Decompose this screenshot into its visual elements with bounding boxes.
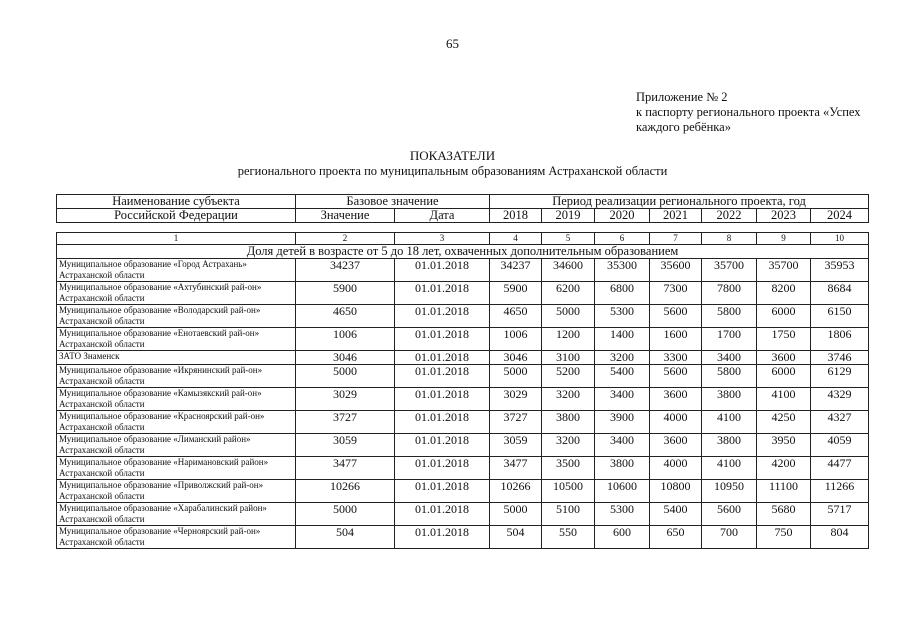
year-value: 3950 — [757, 434, 811, 457]
header-year: 2020 — [595, 209, 650, 223]
header-entity-line-2: Российской Федерации — [57, 209, 296, 223]
table-row — [57, 388, 869, 411]
year-value: 6000 — [757, 305, 811, 328]
year-value: 35700 — [757, 259, 811, 282]
year-value: 35700 — [702, 259, 757, 282]
year-value: 34237 — [490, 259, 542, 282]
column-index: 10 — [811, 233, 869, 245]
base-date: 01.01.2018 — [395, 480, 490, 503]
indicators-table — [56, 232, 869, 549]
year-value: 1600 — [650, 328, 702, 351]
year-value: 3200 — [542, 388, 595, 411]
base-date: 01.01.2018 — [395, 503, 490, 526]
municipality-name: Муниципальное образование «Наримановский район» Астраханской области — [57, 457, 296, 480]
table-row — [57, 503, 869, 526]
year-value: 5300 — [595, 503, 650, 526]
base-value: 504 — [296, 526, 395, 549]
year-value: 8200 — [757, 282, 811, 305]
base-value: 34237 — [296, 259, 395, 282]
year-value: 6200 — [542, 282, 595, 305]
base-date: 01.01.2018 — [395, 388, 490, 411]
table-row — [57, 434, 869, 457]
year-value: 1006 — [490, 328, 542, 351]
column-index: 6 — [595, 233, 650, 245]
header-year: 2022 — [702, 209, 757, 223]
year-value: 5300 — [595, 305, 650, 328]
year-value: 3029 — [490, 388, 542, 411]
base-value: 3477 — [296, 457, 395, 480]
year-value: 35953 — [811, 259, 869, 282]
year-value: 3400 — [595, 434, 650, 457]
year-value: 3800 — [702, 434, 757, 457]
year-value: 3800 — [702, 388, 757, 411]
document-subtitle: регионального проекта по муниципальным образованиям Астраханской области — [237, 164, 668, 178]
header-table — [56, 194, 869, 223]
year-value: 1806 — [811, 328, 869, 351]
year-value: 3600 — [650, 434, 702, 457]
base-date: 01.01.2018 — [395, 259, 490, 282]
column-index: 4 — [490, 233, 542, 245]
year-value: 3800 — [542, 411, 595, 434]
base-value: 1006 — [296, 328, 395, 351]
year-value: 6129 — [811, 365, 869, 388]
year-value: 5800 — [702, 305, 757, 328]
municipality-name: Муниципальное образование «Енотаевский рай-он» Астраханской области — [57, 328, 296, 351]
table-row — [57, 526, 869, 549]
table-row — [57, 480, 869, 503]
year-value: 3800 — [595, 457, 650, 480]
year-value: 4059 — [811, 434, 869, 457]
year-value: 3200 — [542, 434, 595, 457]
column-index: 8 — [702, 233, 757, 245]
header-year: 2018 — [490, 209, 542, 223]
municipality-name: Муниципальное образование «Лиманский район» Астраханской области — [57, 434, 296, 457]
base-date: 01.01.2018 — [395, 457, 490, 480]
year-value: 550 — [542, 526, 595, 549]
municipality-name: Муниципальное образование «Ахтубинский рай-он» Астраханской области — [57, 282, 296, 305]
year-value: 10950 — [702, 480, 757, 503]
year-value: 11100 — [757, 480, 811, 503]
base-date: 01.01.2018 — [395, 526, 490, 549]
year-value: 5680 — [757, 503, 811, 526]
base-value: 3046 — [296, 351, 395, 365]
header-year: 2019 — [542, 209, 595, 223]
appendix-line-2: к паспорту регионального проекта «Успех — [636, 105, 861, 119]
municipality-name: Муниципальное образование «Харабалинский район» Астраханской области — [57, 503, 296, 526]
year-value: 5200 — [542, 365, 595, 388]
year-value: 8684 — [811, 282, 869, 305]
year-value: 3400 — [702, 351, 757, 365]
year-value: 1200 — [542, 328, 595, 351]
year-value: 5600 — [650, 365, 702, 388]
year-value: 5900 — [490, 282, 542, 305]
year-value: 5000 — [542, 305, 595, 328]
year-value: 1700 — [702, 328, 757, 351]
municipality-name: Муниципальное образование «Красноярский рай-он» Астраханской области — [57, 411, 296, 434]
header-entity-line-1: Наименование субъекта — [57, 195, 296, 209]
year-value: 4329 — [811, 388, 869, 411]
year-value: 3500 — [542, 457, 595, 480]
year-value: 804 — [811, 526, 869, 549]
year-value: 10266 — [490, 480, 542, 503]
municipality-name: Муниципальное образование «Город Астрахань» Астраханской области — [57, 259, 296, 282]
municipality-name: ЗАТО Знаменск — [57, 351, 296, 365]
document-title: ПОКАЗАТЕЛИ — [409, 148, 496, 163]
year-value: 3400 — [595, 388, 650, 411]
year-value: 4100 — [702, 457, 757, 480]
year-value: 5600 — [650, 305, 702, 328]
base-value: 5000 — [296, 365, 395, 388]
year-value: 7800 — [702, 282, 757, 305]
page-number: 65 — [446, 36, 459, 51]
year-value: 4000 — [650, 411, 702, 434]
year-value: 6000 — [757, 365, 811, 388]
year-value: 5717 — [811, 503, 869, 526]
year-value: 4250 — [757, 411, 811, 434]
municipality-name: Муниципальное образование «Камызякский рай-он» Астраханской области — [57, 388, 296, 411]
year-value: 3046 — [490, 351, 542, 365]
year-value: 5000 — [490, 365, 542, 388]
table-row — [57, 328, 869, 351]
table-row — [57, 457, 869, 480]
base-value: 3727 — [296, 411, 395, 434]
year-value: 35600 — [650, 259, 702, 282]
table-row — [57, 411, 869, 434]
year-value: 10600 — [595, 480, 650, 503]
year-value: 4327 — [811, 411, 869, 434]
base-value: 10266 — [296, 480, 395, 503]
base-value: 4650 — [296, 305, 395, 328]
year-value: 3300 — [650, 351, 702, 365]
year-value: 35300 — [595, 259, 650, 282]
base-value: 5900 — [296, 282, 395, 305]
year-value: 3059 — [490, 434, 542, 457]
appendix-line-1: Приложение № 2 — [636, 90, 728, 104]
year-value: 750 — [757, 526, 811, 549]
year-value: 4100 — [757, 388, 811, 411]
year-value: 34600 — [542, 259, 595, 282]
column-index: 5 — [542, 233, 595, 245]
appendix-line-3: каждого ребёнка» — [636, 120, 731, 134]
year-value: 5800 — [702, 365, 757, 388]
table-row — [57, 365, 869, 388]
year-value: 4650 — [490, 305, 542, 328]
base-date: 01.01.2018 — [395, 351, 490, 365]
header-value: Значение — [296, 209, 395, 223]
year-value: 1400 — [595, 328, 650, 351]
year-value: 5400 — [650, 503, 702, 526]
base-date: 01.01.2018 — [395, 434, 490, 457]
municipality-name: Муниципальное образование «Черноярский рай-он» Астраханской области — [57, 526, 296, 549]
section-title: Доля детей в возрасте от 5 до 18 лет, охваченных дополнительным образованием — [57, 245, 869, 259]
table-row — [57, 282, 869, 305]
column-index: 1 — [57, 233, 296, 245]
year-value: 5600 — [702, 503, 757, 526]
base-date: 01.01.2018 — [395, 305, 490, 328]
header-year: 2023 — [757, 209, 811, 223]
year-value: 6800 — [595, 282, 650, 305]
year-value: 10800 — [650, 480, 702, 503]
base-value: 5000 — [296, 503, 395, 526]
base-value: 3029 — [296, 388, 395, 411]
year-value: 3200 — [595, 351, 650, 365]
appendix-note — [636, 90, 886, 135]
column-index: 7 — [650, 233, 702, 245]
municipality-name: Муниципальное образование «Володарский рай-он» Астраханской области — [57, 305, 296, 328]
year-value: 7300 — [650, 282, 702, 305]
column-index: 3 — [395, 233, 490, 245]
year-value: 1750 — [757, 328, 811, 351]
base-date: 01.01.2018 — [395, 282, 490, 305]
year-value: 3900 — [595, 411, 650, 434]
year-value: 600 — [595, 526, 650, 549]
header-period: Период реализации регионального проекта, год — [490, 195, 869, 209]
municipality-name: Муниципальное образование «Приволжский рай-он» Астраханской области — [57, 480, 296, 503]
year-value: 10500 — [542, 480, 595, 503]
year-value: 3100 — [542, 351, 595, 365]
column-index-row — [57, 233, 869, 245]
header-year: 2021 — [650, 209, 702, 223]
header-date: Дата — [395, 209, 490, 223]
table-row — [57, 259, 869, 282]
year-value: 504 — [490, 526, 542, 549]
year-value: 4477 — [811, 457, 869, 480]
column-index: 9 — [757, 233, 811, 245]
year-value: 3746 — [811, 351, 869, 365]
year-value: 5400 — [595, 365, 650, 388]
year-value: 3600 — [757, 351, 811, 365]
year-value: 3477 — [490, 457, 542, 480]
municipality-name: Муниципальное образование «Икрянинский рай-он» Астраханской области — [57, 365, 296, 388]
year-value: 650 — [650, 526, 702, 549]
base-date: 01.01.2018 — [395, 328, 490, 351]
year-value: 5000 — [490, 503, 542, 526]
year-value: 11266 — [811, 480, 869, 503]
column-index: 2 — [296, 233, 395, 245]
year-value: 3600 — [650, 388, 702, 411]
year-value: 4100 — [702, 411, 757, 434]
base-value: 3059 — [296, 434, 395, 457]
base-date: 01.01.2018 — [395, 365, 490, 388]
base-date: 01.01.2018 — [395, 411, 490, 434]
section-row — [57, 245, 869, 259]
year-value: 4000 — [650, 457, 702, 480]
table-row — [57, 305, 869, 328]
year-value: 700 — [702, 526, 757, 549]
year-value: 6150 — [811, 305, 869, 328]
year-value: 4200 — [757, 457, 811, 480]
year-value: 3727 — [490, 411, 542, 434]
year-value: 5100 — [542, 503, 595, 526]
header-year: 2024 — [811, 209, 869, 223]
table-row — [57, 351, 869, 365]
header-base-value: Базовое значение — [296, 195, 490, 209]
